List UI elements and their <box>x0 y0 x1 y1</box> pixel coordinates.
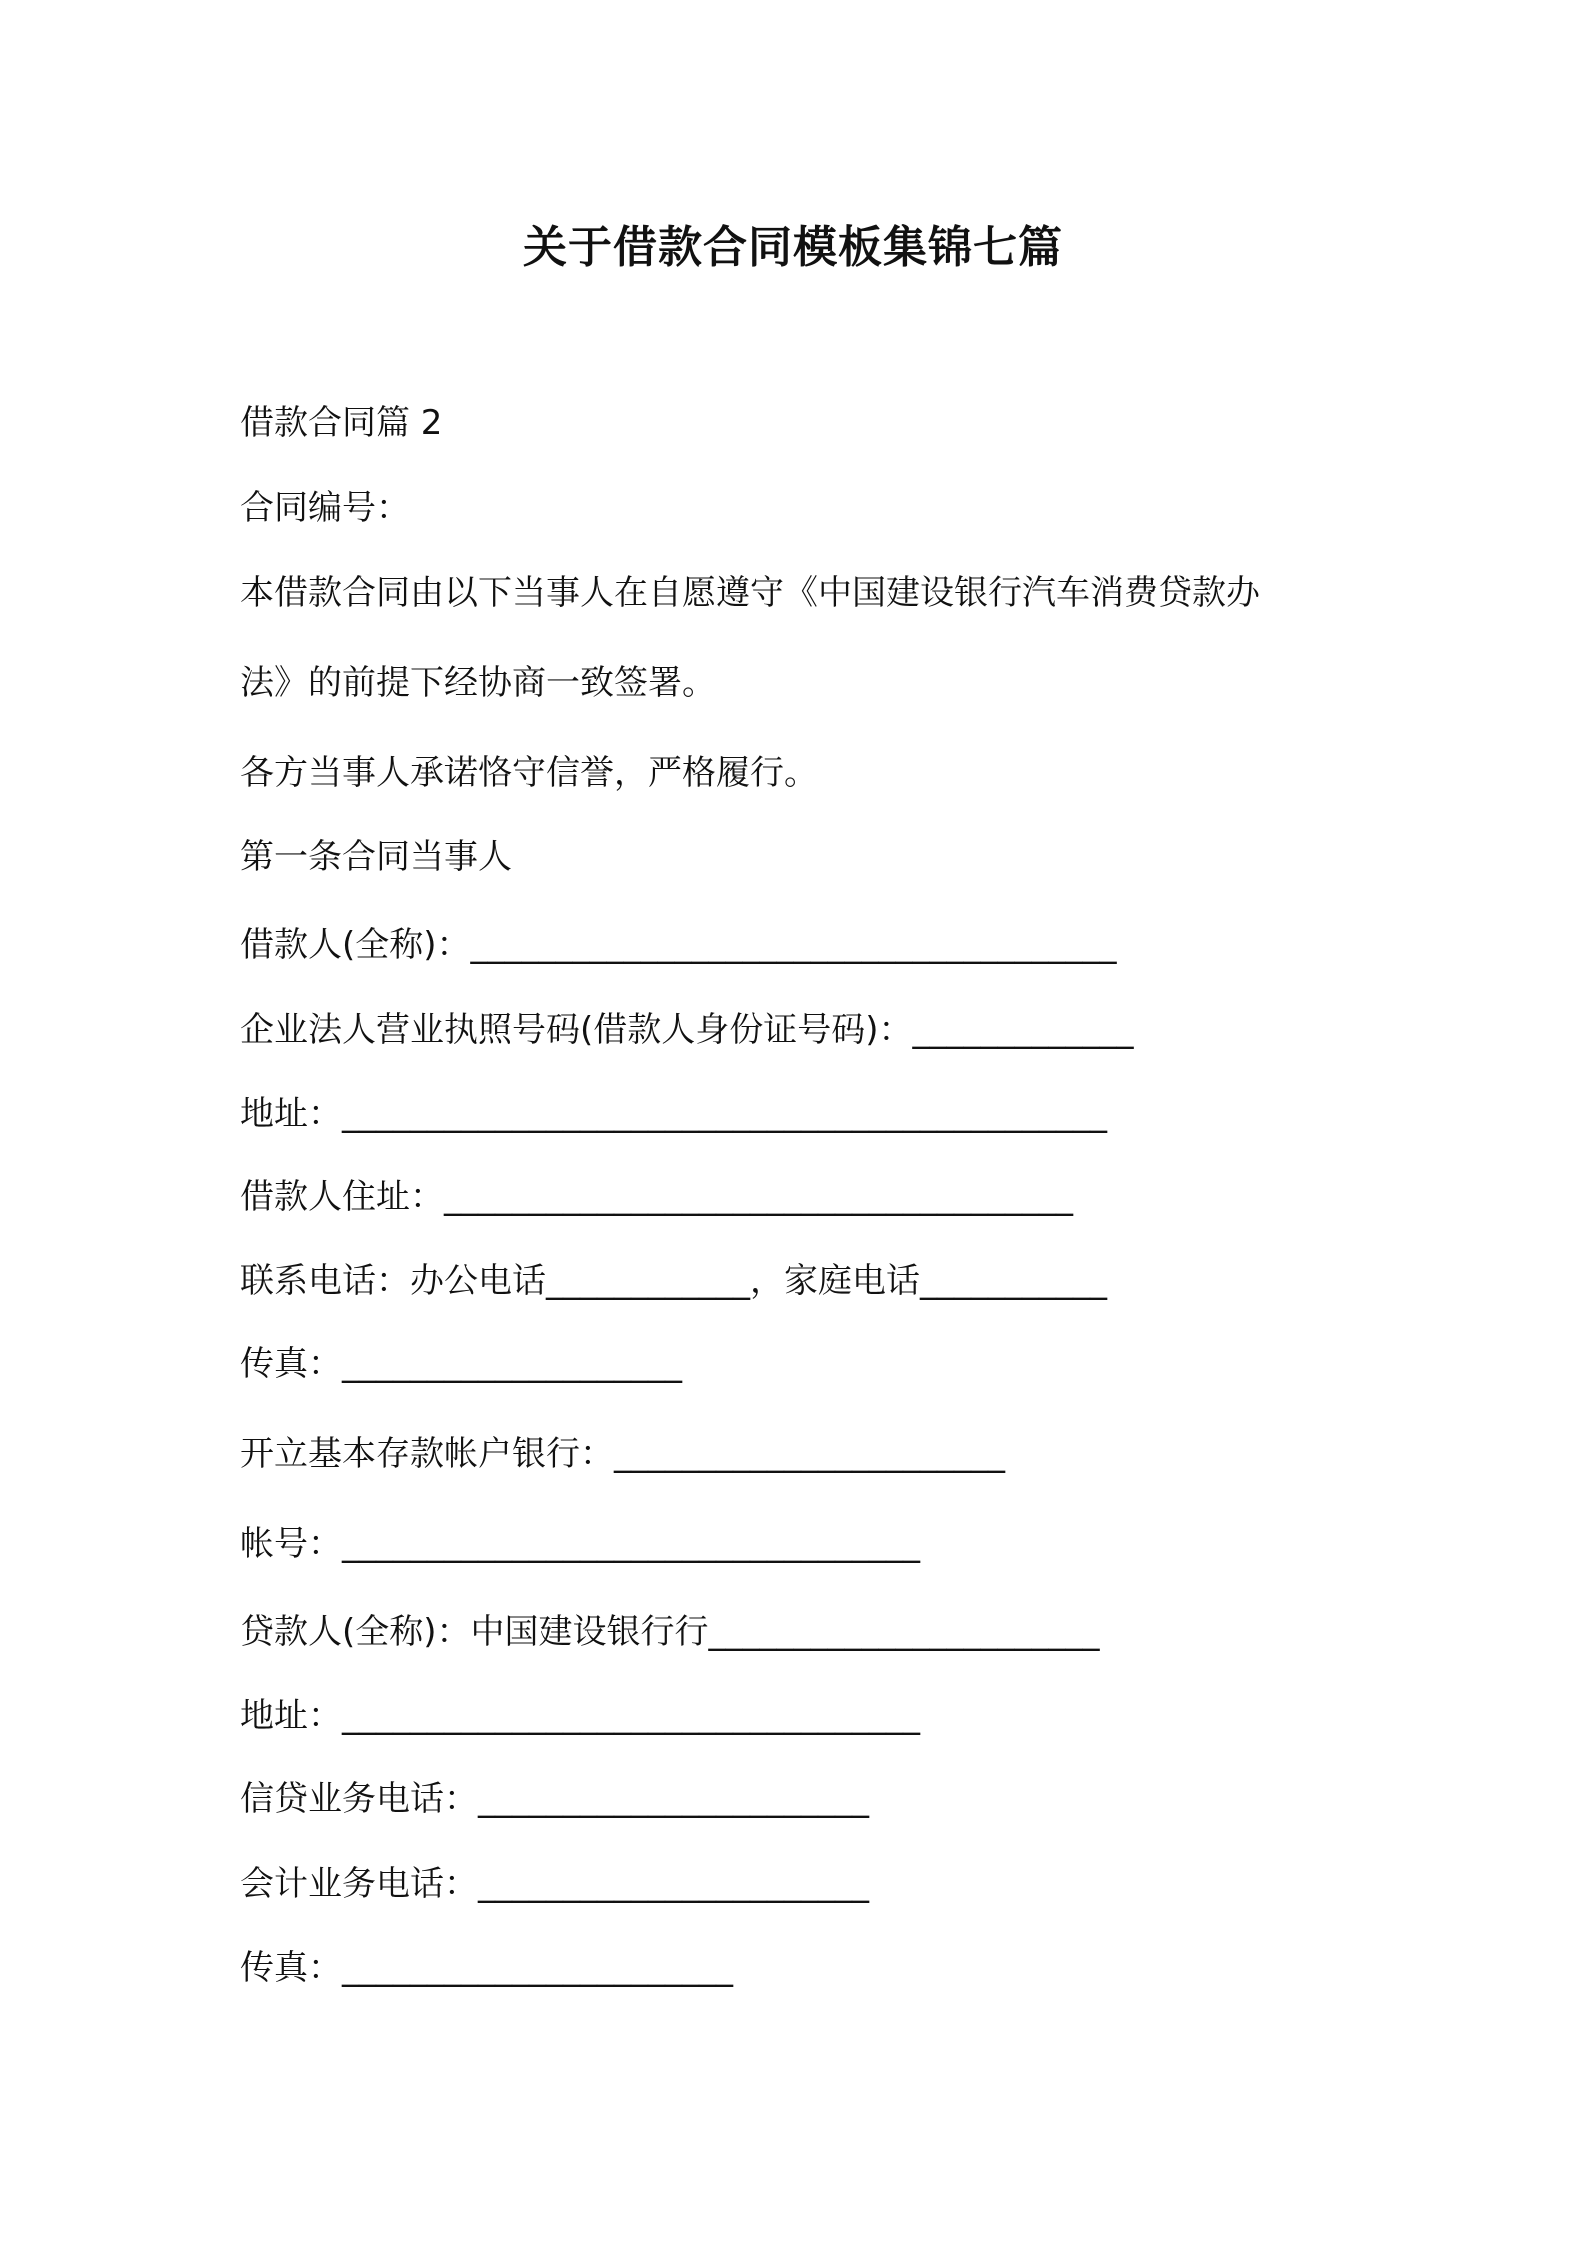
borrower-address-field: 地址：_____________________________________________ <box>240 1094 1107 1134</box>
document-title: 关于借款合同模板集锦七篇 <box>523 222 1063 273</box>
lender-address-field: 地址：__________________________________ <box>240 1696 920 1736</box>
preamble-line-2: 法》的前提下经协商一致签署。 <box>240 663 716 703</box>
commitment-text: 各方当事人承诺恪守信誉，严格履行。 <box>240 753 818 793</box>
lender-name-field: 贷款人(全称)：中国建设银行行_______________________ <box>240 1612 1100 1652</box>
article-one-heading: 第一条合同当事人 <box>240 837 512 877</box>
borrower-fax-field: 传真：____________________ <box>240 1344 682 1384</box>
preamble-line-1: 本借款合同由以下当事人在自愿遵守《中国建设银行汽车消费贷款办 <box>240 573 1260 613</box>
deposit-bank-field: 开立基本存款帐户银行：_______________________ <box>240 1434 1005 1474</box>
document-body <box>240 403 1380 1988</box>
borrower-phone-field: 联系电话：办公电话____________，家庭电话___________ <box>240 1261 1107 1301</box>
business-license-field: 企业法人营业执照号码(借款人身份证号码)：_____________ <box>240 1010 1134 1050</box>
borrower-name-field: 借款人(全称)：______________________________________ <box>240 925 1117 965</box>
account-number-field: 帐号：__________________________________ <box>240 1524 920 1564</box>
accounting-phone-field: 会计业务电话：_______________________ <box>240 1864 869 1904</box>
contract-number-field: 合同编号： <box>240 488 410 528</box>
credit-phone-field: 信贷业务电话：_______________________ <box>240 1779 869 1819</box>
section-heading: 借款合同篇 2 <box>240 403 443 443</box>
borrower-residence-field: 借款人住址：_____________________________________ <box>240 1177 1073 1217</box>
lender-fax-field: 传真：_______________________ <box>240 1948 733 1988</box>
